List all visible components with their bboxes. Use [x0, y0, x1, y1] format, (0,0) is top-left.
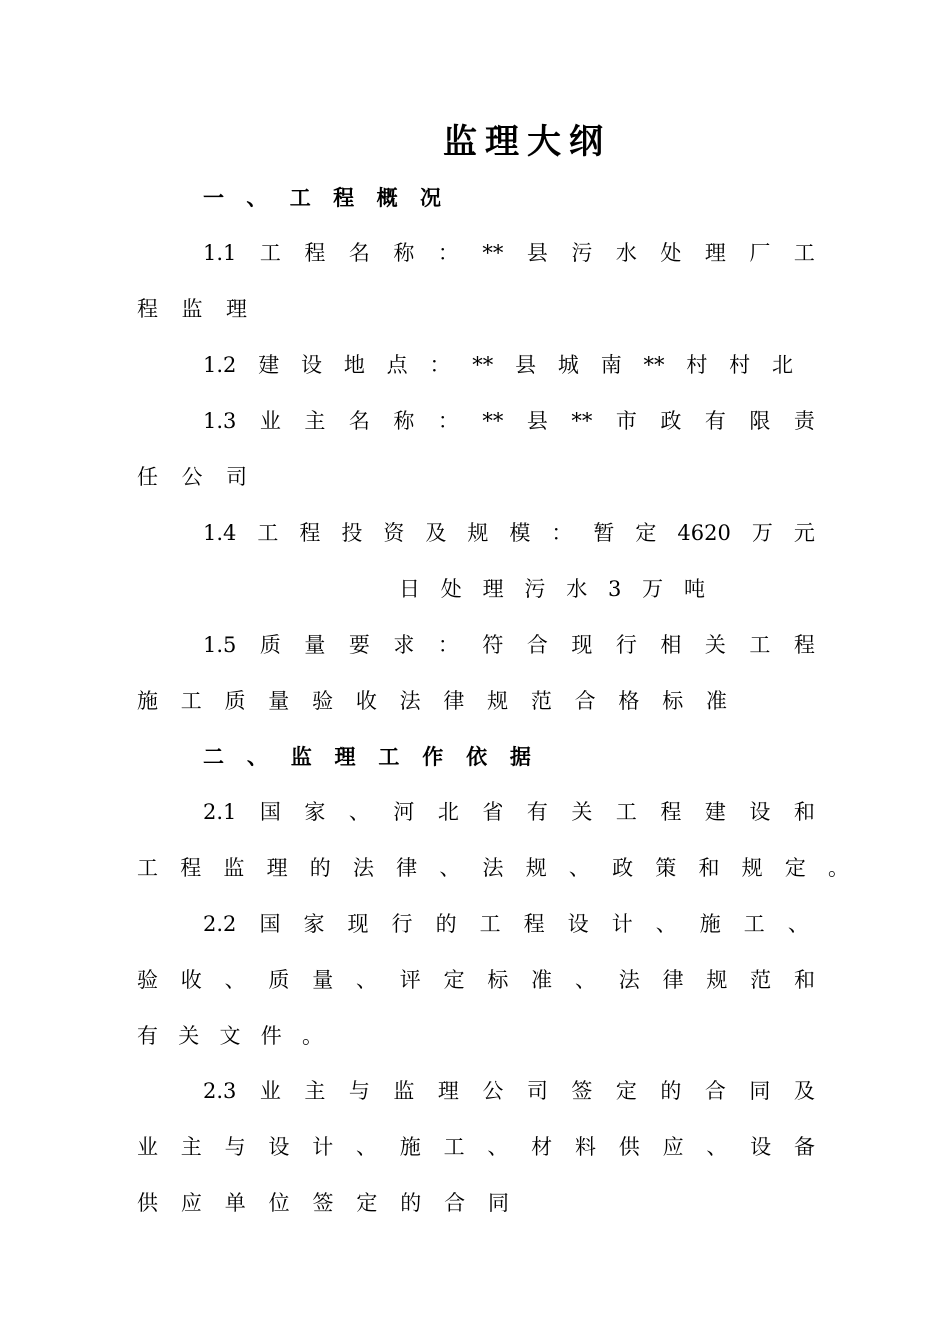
paragraph-line [137, 1132, 815, 1162]
text-token: 、 [568, 856, 590, 880]
text-token: 、 [787, 912, 809, 936]
text-token: 理 [226, 297, 247, 321]
text-token: 污 [571, 241, 593, 265]
text-token: 及 [425, 521, 447, 545]
text-token: 律 [396, 856, 418, 880]
text-token: 模 [509, 521, 531, 545]
paragraph-line [399, 574, 705, 604]
text-token: 地 [343, 353, 365, 377]
text-token: 主 [304, 409, 326, 433]
text-token: 工 [289, 185, 311, 210]
text-token: 质 [259, 633, 281, 657]
text-token: 程 [304, 241, 326, 265]
text-token: 限 [749, 409, 771, 433]
text-token: 公 [181, 465, 203, 489]
text-token: 主 [304, 1079, 326, 1103]
text-token: 建 [258, 353, 280, 377]
text-token: 程 [523, 912, 545, 936]
text-token: 工 [793, 241, 815, 265]
text-token: 监 [223, 856, 245, 880]
paragraph-line [137, 294, 247, 324]
text-token: 监 [290, 744, 312, 769]
text-token: 理 [482, 577, 504, 601]
text-token: 律 [443, 689, 465, 713]
text-token: 的 [435, 912, 457, 936]
text-token: 材 [531, 1135, 553, 1159]
text-token: 。 [302, 1024, 323, 1048]
text-token: 设 [750, 1135, 772, 1159]
text-token: 理 [437, 1079, 459, 1103]
text-token: 准 [531, 968, 553, 992]
text-token: 评 [399, 968, 421, 992]
text-token: 主 [180, 1135, 202, 1159]
paragraph-line [203, 238, 815, 268]
text-token: 有 [526, 800, 548, 824]
text-token: 规 [467, 521, 489, 545]
paragraph-line [137, 1188, 509, 1218]
text-token: 工 [749, 633, 771, 657]
text-token: 定 [356, 1191, 378, 1215]
text-token: 合 [444, 1191, 466, 1215]
text-token: 依 [466, 744, 488, 769]
text-token: 资 [383, 521, 405, 545]
text-token: 监 [393, 1079, 415, 1103]
text-token: 合 [704, 1079, 726, 1103]
text-token: 、 [224, 968, 246, 992]
text-token: 程 [137, 297, 158, 321]
text-token: 暂 [593, 521, 615, 545]
text-token: 3 [607, 577, 622, 601]
text-token: 2.3 [203, 1079, 237, 1103]
text-token: 工 [378, 744, 400, 769]
text-token: 标 [487, 968, 509, 992]
text-token: 河 [393, 800, 415, 824]
text-token: 1.2 [203, 353, 237, 377]
text-token: 据 [509, 744, 531, 769]
text-token: 验 [137, 968, 158, 992]
paragraph-line [203, 518, 815, 548]
text-token: 1.5 [203, 633, 237, 657]
text-token: 水 [566, 577, 588, 601]
text-token: 法 [482, 856, 504, 880]
text-token: 范 [750, 968, 772, 992]
text-token: 南 [600, 353, 622, 377]
paragraph-line [137, 686, 727, 716]
paragraph-line [203, 406, 815, 436]
text-token: 与 [224, 1135, 246, 1159]
text-token: 法 [399, 689, 421, 713]
text-token: 、 [246, 744, 268, 769]
text-token: 相 [660, 633, 682, 657]
text-token: 业 [259, 409, 281, 433]
text-token: 点 [386, 353, 408, 377]
text-token: 同 [488, 1191, 509, 1215]
text-token: 司 [226, 465, 247, 489]
text-token: 文 [219, 1024, 241, 1048]
text-token: 设 [301, 353, 323, 377]
text-token: 、 [355, 1135, 377, 1159]
text-token: 县 [526, 409, 548, 433]
text-token: 关 [178, 1024, 200, 1048]
text-token: 施 [399, 1135, 421, 1159]
text-token: 1.4 [203, 521, 237, 545]
text-token: 处 [660, 241, 682, 265]
text-token: 收 [355, 689, 377, 713]
text-token: 、 [574, 968, 596, 992]
paragraph-line [137, 462, 247, 492]
text-token: 合 [526, 633, 548, 657]
text-token: 验 [312, 689, 334, 713]
text-token: 程 [180, 856, 202, 880]
text-token: 定 [443, 968, 465, 992]
text-token: 省 [482, 800, 504, 824]
text-token: 元 [793, 521, 815, 545]
text-token: 1.3 [203, 409, 237, 433]
text-token: 法 [618, 968, 640, 992]
text-token: 同 [749, 1079, 771, 1103]
text-token: 设 [567, 912, 589, 936]
paragraph-line [203, 630, 815, 660]
text-token: 家 [304, 800, 326, 824]
text-token: 公 [482, 1079, 504, 1103]
text-token: 程 [299, 521, 321, 545]
text-token: 和 [698, 856, 720, 880]
text-token: 法 [352, 856, 374, 880]
text-token: ： [429, 353, 451, 377]
text-token: ** [571, 409, 593, 433]
text-token: 标 [662, 689, 684, 713]
text-token: 程 [793, 633, 815, 657]
text-token: 2.1 [203, 800, 237, 824]
text-token: 、 [487, 1135, 509, 1159]
text-token: 单 [224, 1191, 246, 1215]
section-heading [203, 183, 441, 213]
text-token: 业 [259, 1079, 281, 1103]
text-token: 国 [259, 912, 281, 936]
text-token: 日 [399, 577, 420, 601]
text-token: 市 [615, 409, 637, 433]
text-token: 处 [440, 577, 462, 601]
text-token: 量 [268, 689, 290, 713]
text-token: 定 [784, 856, 806, 880]
text-token: 和 [793, 800, 815, 824]
text-token: 、 [439, 856, 461, 880]
text-token: ： [437, 633, 459, 657]
paragraph-line [203, 1076, 815, 1106]
text-token: ： [437, 241, 459, 265]
text-token: 称 [393, 409, 415, 433]
text-token: ： [437, 409, 459, 433]
text-token: 、 [348, 800, 370, 824]
text-token: 和 [793, 968, 815, 992]
text-token: 政 [612, 856, 634, 880]
text-token: 律 [662, 968, 684, 992]
text-token: 签 [312, 1191, 334, 1215]
text-token: 规 [741, 856, 763, 880]
text-token: 收 [180, 968, 202, 992]
text-token: 设 [749, 800, 771, 824]
text-token: 有 [137, 1024, 158, 1048]
text-token: 概 [376, 185, 398, 210]
text-token: 符 [482, 633, 504, 657]
text-token: 业 [137, 1135, 158, 1159]
text-token: 备 [793, 1135, 815, 1159]
text-token: 质 [268, 968, 290, 992]
text-token: 施 [699, 912, 721, 936]
text-token: 、 [655, 912, 677, 936]
text-token: 污 [524, 577, 546, 601]
text-token: 称 [393, 241, 415, 265]
paragraph-line [137, 965, 815, 995]
text-token: 定 [615, 1079, 637, 1103]
text-token: 量 [312, 968, 334, 992]
text-token: ** [482, 241, 504, 265]
text-token: 工 [479, 912, 501, 936]
text-token: 万 [642, 577, 664, 601]
text-token: 程 [660, 800, 682, 824]
text-token: 2.2 [203, 912, 237, 936]
text-token: 行 [391, 912, 413, 936]
text-token: 定 [635, 521, 657, 545]
text-token: 、 [246, 185, 268, 210]
text-token: 。 [828, 856, 849, 880]
text-token: 及 [793, 1079, 815, 1103]
text-token: 工 [443, 1135, 465, 1159]
text-token: 行 [615, 633, 637, 657]
text-token: 的 [660, 1079, 682, 1103]
text-token: 城 [557, 353, 579, 377]
text-token: 现 [571, 633, 593, 657]
text-token: 、 [706, 1135, 728, 1159]
text-token: 厂 [749, 241, 771, 265]
text-token: 工 [257, 521, 279, 545]
text-token: 理 [266, 856, 288, 880]
text-token: 吨 [683, 577, 705, 601]
text-token: 合 [574, 689, 596, 713]
text-token: 水 [615, 241, 637, 265]
text-token: 名 [348, 241, 370, 265]
text-token: 理 [704, 241, 726, 265]
text-token: 要 [348, 633, 370, 657]
paragraph-line [137, 1021, 323, 1051]
text-token: 格 [618, 689, 640, 713]
text-token: 量 [304, 633, 326, 657]
text-token: 万 [751, 521, 773, 545]
paragraph-line [203, 350, 793, 380]
text-token: 国 [259, 800, 281, 824]
text-token: 监 [181, 297, 203, 321]
text-token: 位 [268, 1191, 290, 1215]
text-token: 准 [705, 689, 727, 713]
text-token: 供 [137, 1191, 158, 1215]
text-token: 现 [347, 912, 369, 936]
text-token: ** [472, 353, 494, 377]
text-token: 件 [260, 1024, 282, 1048]
text-token: 工 [180, 689, 202, 713]
text-token: 签 [571, 1079, 593, 1103]
text-token: 北 [437, 800, 459, 824]
text-token: 设 [268, 1135, 290, 1159]
text-token: 计 [611, 912, 633, 936]
section-heading [203, 742, 531, 772]
text-token: 工 [615, 800, 637, 824]
text-token: 施 [137, 689, 158, 713]
text-token: 工 [743, 912, 765, 936]
text-token: 关 [571, 800, 593, 824]
text-token: 、 [355, 968, 377, 992]
text-token: 供 [618, 1135, 640, 1159]
text-token: ** [482, 409, 504, 433]
text-token: 4620 [677, 521, 731, 545]
text-token: 村 [686, 353, 708, 377]
text-token: 工 [137, 856, 158, 880]
text-token: ： [551, 521, 573, 545]
text-token: 规 [487, 689, 509, 713]
document-title: 监理大纲 [443, 122, 611, 162]
text-token: 范 [530, 689, 552, 713]
text-token: 投 [341, 521, 363, 545]
text-token: 程 [333, 185, 355, 210]
text-token: 策 [655, 856, 677, 880]
text-token: 工 [259, 241, 281, 265]
text-token: 一 [203, 185, 224, 210]
text-token: 县 [526, 241, 548, 265]
paragraph-line [137, 853, 849, 883]
text-token: 名 [348, 409, 370, 433]
text-token: 县 [515, 353, 537, 377]
text-token: 规 [706, 968, 728, 992]
text-token: 任 [137, 465, 158, 489]
text-token: 二 [203, 744, 224, 769]
text-token: 关 [704, 633, 726, 657]
text-token: 司 [526, 1079, 548, 1103]
text-token: 1.1 [203, 241, 237, 265]
paragraph-line [203, 909, 809, 939]
text-token: 料 [574, 1135, 596, 1159]
text-token: 建 [704, 800, 726, 824]
text-token: 理 [334, 744, 356, 769]
paragraph-line [203, 797, 815, 827]
text-token: 规 [525, 856, 547, 880]
text-token: ** [643, 353, 665, 377]
text-token: 责 [793, 409, 815, 433]
text-token: 与 [348, 1079, 370, 1103]
text-token: 的 [400, 1191, 422, 1215]
text-token: 的 [309, 856, 331, 880]
text-token: 村 [729, 353, 751, 377]
text-token: 作 [422, 744, 444, 769]
text-token: 计 [312, 1135, 334, 1159]
text-token: 有 [704, 409, 726, 433]
text-token: 求 [393, 633, 415, 657]
text-token: 北 [771, 353, 793, 377]
text-token: 质 [224, 689, 246, 713]
text-token: 况 [419, 185, 441, 210]
text-token: 应 [180, 1191, 202, 1215]
text-token: 政 [660, 409, 682, 433]
text-token: 应 [662, 1135, 684, 1159]
text-token: 家 [303, 912, 325, 936]
